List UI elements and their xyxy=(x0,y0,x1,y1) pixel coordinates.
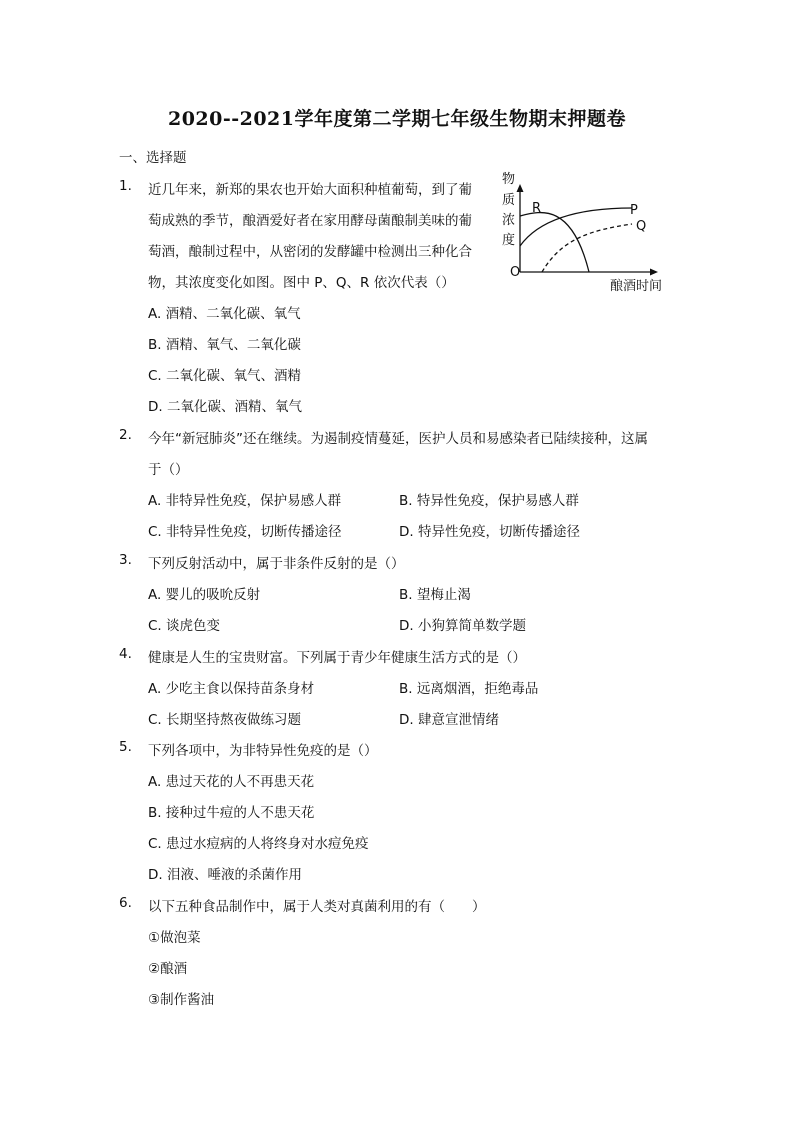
question-1-option-d[interactable]: D. 二氧化碳、酒精、氧气 xyxy=(148,399,302,415)
origin-label: O xyxy=(510,265,521,280)
question-5-option-c[interactable]: C. 患过水痘病的人将终身对水痘免疫 xyxy=(148,836,369,852)
question-1-text-line-3: 萄酒，酿制过程中，从密闭的发酵罐中检测出三种化合 xyxy=(148,244,472,260)
question-5-number: 5. xyxy=(119,739,132,755)
curve-q-label: Q xyxy=(636,219,647,234)
question-1-text-line-1: 近几年来，新郑的果农也开始大面积种植葡萄，到了葡 xyxy=(148,182,472,198)
question-6-item-2: ②酿酒 xyxy=(148,961,188,977)
question-1-option-c[interactable]: C. 二氧化碳、氧气、酒精 xyxy=(148,368,302,384)
y-axis-label-char-2: 质 xyxy=(502,193,516,208)
y-axis-label-char-3: 浓 xyxy=(502,213,516,228)
page-title: 2020--2021学年度第二学期七年级生物期末押题卷 xyxy=(167,108,627,130)
question-6-item-1: ①做泡菜 xyxy=(148,930,201,946)
question-5-option-a[interactable]: A. 患过天花的人不再患天花 xyxy=(148,774,315,790)
question-2-option-a[interactable]: A. 非特异性免疫，保护易感人群 xyxy=(148,493,342,509)
question-3-number: 3. xyxy=(119,552,132,568)
curve-r-label: R xyxy=(532,201,542,216)
question-2-option-d[interactable]: D. 特异性免疫，切断传播途径 xyxy=(399,524,580,540)
question-5-option-d[interactable]: D. 泪液、唾液的杀菌作用 xyxy=(148,867,302,883)
concentration-diagram xyxy=(492,168,682,296)
question-2-option-b[interactable]: B. 特异性免疫，保护易感人群 xyxy=(399,493,579,509)
x-axis-arrow xyxy=(650,269,658,276)
question-6-text: 以下五种食品制作中，属于人类对真菌利用的有（ ） xyxy=(148,899,486,915)
question-2-number: 2. xyxy=(119,427,132,443)
curve-p-label: P xyxy=(630,203,638,218)
question-6-number: 6. xyxy=(119,895,132,911)
question-4-text: 健康是人生的宝贵财富。下列属于青少年健康生活方式的是（） xyxy=(148,650,526,666)
question-6-item-3: ③制作酱油 xyxy=(148,992,215,1008)
question-4-option-c[interactable]: C. 长期坚持熬夜做练习题 xyxy=(148,712,302,728)
question-3-text: 下列反射活动中，属于非条件反射的是（） xyxy=(148,556,405,572)
question-3-option-a[interactable]: A. 婴儿的吸吮反射 xyxy=(148,587,261,603)
question-5-option-b[interactable]: B. 接种过牛痘的人不患天花 xyxy=(148,805,315,821)
question-2-option-c[interactable]: C. 非特异性免疫，切断传播途径 xyxy=(148,524,342,540)
question-1-option-b[interactable]: B. 酒精、氧气、二氧化碳 xyxy=(148,337,301,353)
question-3-option-b[interactable]: B. 望梅止渴 xyxy=(399,587,471,603)
question-2-text-line-2: 于（） xyxy=(148,462,189,478)
question-1-text-line-2: 萄成熟的季节，酿酒爱好者在家用酵母菌酿制美味的葡 xyxy=(148,213,472,229)
question-4-option-d[interactable]: D. 肆意宣泄情绪 xyxy=(399,712,499,728)
question-1-number: 1. xyxy=(119,178,132,194)
question-1-option-a[interactable]: A. 酒精、二氧化碳、氧气 xyxy=(148,306,301,322)
question-3-option-d[interactable]: D. 小狗算简单数学题 xyxy=(399,618,526,634)
x-axis-label: 酿酒时间 xyxy=(610,279,663,294)
section-heading: 一、选择题 xyxy=(119,150,187,166)
question-4-option-b[interactable]: B. 远离烟酒，拒绝毒品 xyxy=(399,681,539,697)
question-5-text: 下列各项中，为非特异性免疫的是（） xyxy=(148,743,378,759)
y-axis-arrow xyxy=(517,184,524,192)
question-4-option-a[interactable]: A. 少吃主食以保持苗条身材 xyxy=(148,681,315,697)
curve-r xyxy=(520,213,589,272)
question-2-text-line-1: 今年“新冠肺炎”还在继续。为遏制疫情蔓延，医护人员和易感染者已陆续接种，这属 xyxy=(148,431,648,447)
question-4-number: 4. xyxy=(119,646,132,662)
question-3-option-c[interactable]: C. 谈虎色变 xyxy=(148,618,221,634)
question-1-text-line-4: 物，其浓度变化如图。图中 P、Q、R 依次代表（） xyxy=(148,275,455,291)
y-axis-label-char-4: 度 xyxy=(502,233,516,248)
y-axis-label-char-1: 物 xyxy=(502,172,516,187)
